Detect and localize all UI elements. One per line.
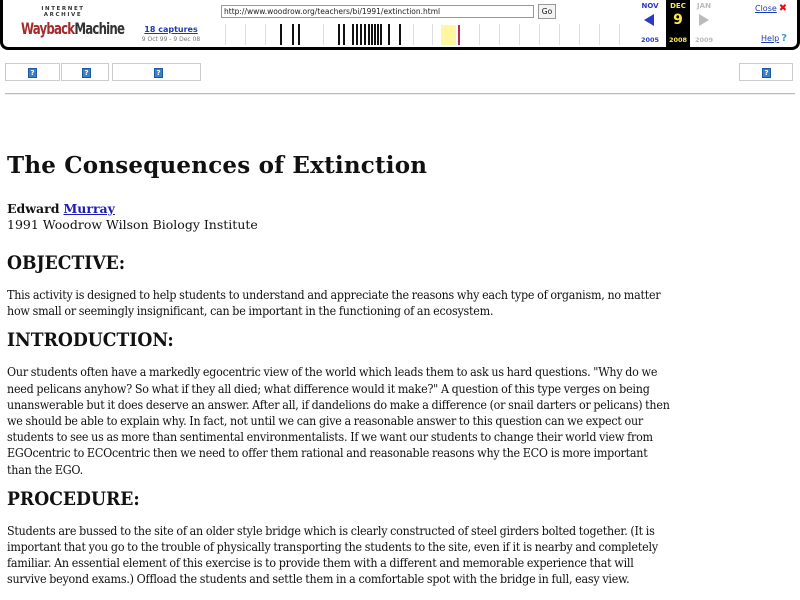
broken-image-2[interactable]	[61, 63, 109, 81]
month-navigator	[638, 0, 718, 47]
broken-image-3[interactable]	[112, 63, 201, 81]
page-title: The Consequences of Extinction	[7, 152, 428, 179]
year-tick	[559, 24, 560, 45]
go-button[interactable]: Go	[538, 4, 556, 19]
wayback-toolbar	[0, 0, 800, 50]
capture-sparkline[interactable]	[213, 22, 633, 47]
capture-bar	[338, 24, 340, 45]
year-tick	[323, 24, 324, 45]
capture-bar	[368, 24, 370, 45]
year-tick	[413, 24, 414, 45]
broken-image-icon: ?	[154, 68, 163, 78]
broken-image-icon: ?	[82, 68, 91, 78]
year-tick	[499, 24, 500, 45]
capture-bar	[298, 24, 300, 45]
arrow-left-icon[interactable]	[644, 14, 654, 26]
capture-bar	[374, 24, 376, 45]
author-link[interactable]: Murray	[63, 201, 115, 216]
url-input[interactable]: http://www.woodrow.org/teachers/bi/1991/extinction.html	[221, 5, 534, 18]
help-toolbar[interactable]	[761, 33, 787, 44]
year-tick	[539, 24, 540, 45]
broken-image-4[interactable]	[739, 63, 793, 81]
year-tick	[579, 24, 580, 45]
capture-bar	[356, 24, 358, 45]
current-capture-marker	[458, 25, 460, 45]
heading-procedure: PROCEDURE:	[7, 488, 140, 510]
institute: 1991 Woodrow Wilson Biology Institute	[7, 217, 258, 232]
document-body	[7, 150, 797, 588]
capture-bar	[371, 24, 373, 45]
capture-bar	[352, 24, 354, 45]
wayback-logo[interactable]	[21, 6, 125, 40]
close-link[interactable]: Close	[755, 4, 777, 13]
captures-range: 9 Oct 99 - 9 Dec 08	[141, 36, 201, 43]
capture-bar	[343, 24, 345, 45]
year-tick	[519, 24, 520, 45]
heading-objective: OBJECTIVE:	[7, 253, 126, 274]
close-toolbar[interactable]	[755, 3, 787, 14]
current-capture: DEC 9 2008	[666, 0, 690, 47]
year-tick	[479, 24, 480, 45]
captures-link[interactable]: 18 captures	[144, 25, 198, 34]
broken-image-1[interactable]	[5, 63, 60, 81]
year-tick	[432, 24, 433, 45]
broken-image-icon: ?	[762, 68, 771, 78]
capture-bar	[292, 24, 294, 45]
horizontal-rule	[5, 93, 795, 95]
broken-image-icon: ?	[28, 68, 37, 78]
heading-introduction: INTRODUCTION:	[7, 330, 174, 352]
introduction-text: Our students often have a markedly egocentric view of the world which leads them to ask us hard questions. "Why do we need pelicans anyhow? So what if they all died; what difference would it make?" A question of this type verges on being unanswerable but it does deserve an answer. After all, if dandelions do make a difference (or snail darters or pelicans) then we should be able to explain why. In fact, not until we can give a reasonable answer to this question can we expect our students to see us as more than sentimental environmentalists. If we want our students to change their world view from EGOcentric to ECOcentric then we need to offer them rational and reasonable reasons why the ECO is more important than the EGO.	[7, 364, 670, 477]
captures-info	[139, 25, 203, 43]
current-month-highlight	[441, 25, 456, 45]
author-line	[7, 201, 797, 217]
capture-bar	[380, 24, 382, 45]
help-link[interactable]: Help	[761, 34, 780, 43]
procedure-text: Students are bussed to the site of an older style bridge which is clearly constructed of steel girders bolted together. (It is important that you go to the trouble of physically transporting the students to the site, even if it is nearby and completely familiar. An essential element of this exercise is to provide them with a different and memorable experience that will survive beyond exams.) Offload the students and settle them in a comfortable spot with the bridge in full, easy view.	[7, 522, 658, 587]
prev-capture[interactable]: NOV 2005	[640, 2, 660, 44]
logo-wayback-machine: WaybackMachine	[21, 19, 125, 38]
capture-bar	[360, 24, 362, 45]
year-tick	[619, 24, 620, 45]
close-icon[interactable]: ✖	[778, 3, 788, 14]
arrow-right-icon	[699, 14, 709, 26]
capture-bar	[388, 24, 390, 45]
capture-bar	[399, 24, 401, 45]
year-tick	[225, 24, 226, 45]
logo-internet-archive: INTERNET ARCHIVE	[41, 6, 85, 18]
help-icon[interactable]: ?	[781, 33, 788, 44]
year-tick	[599, 24, 600, 45]
capture-bar	[377, 24, 379, 45]
capture-bar	[364, 24, 366, 45]
capture-bar	[280, 24, 282, 45]
next-capture: JAN 2009	[694, 2, 714, 44]
objective-text: This activity is designed to help students to understand and appreciate the reasons why each type of organism, no matter how small or seemingly insignificant, can be important in the functioning of an ecosystem.	[7, 287, 661, 319]
year-tick	[265, 24, 266, 45]
year-tick	[245, 24, 246, 45]
author-first-name: Edward	[7, 201, 60, 216]
